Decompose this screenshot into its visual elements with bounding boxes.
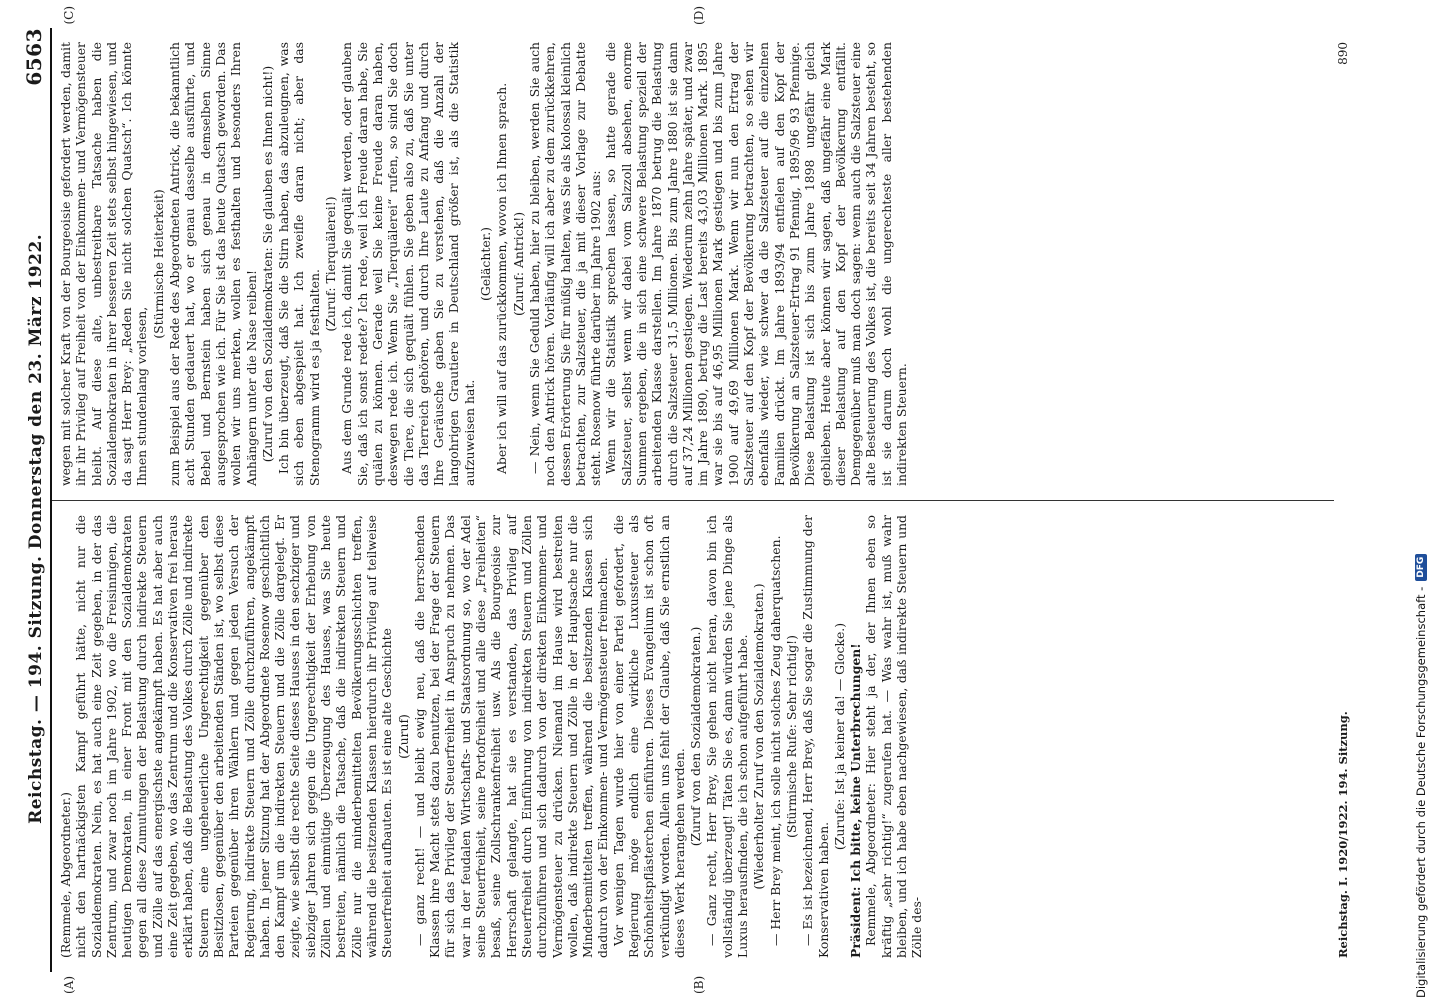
right-column	[52, 6, 1334, 500]
margin-mark-a: (A)	[62, 975, 76, 994]
paragraph: Ich bin überzeugt, daß Sie die Stirn haben, das abzuleugnen, was sich eben abgespielt hat. Ich zweifle daran nicht; aber das Stenogramm wird es ja festhalten.	[276, 42, 322, 486]
paragraph: (Zuruf)	[395, 714, 411, 759]
paragraph: (Wiederholter Zuruf von den Sozialdemokraten.)	[751, 583, 767, 890]
dfg-logo: DFG	[1415, 554, 1427, 581]
paragraph: — Es ist bezeichnend, Herr Brey, daß Sie sogar die Zustimmung der Konservativen haben.	[800, 515, 831, 958]
footer-session-note: Reichstag. I. 1920/1922. 194. Sitzung.	[1336, 711, 1350, 958]
paragraph: — ganz recht! — und bleibt ewig neu, daß die herrschenden Klassen ihre Macht stets dazu benutzen, bei der Frage der Steuern für sich das Privileg der Steuerfreiheit in Anspruch zu nehmen. Das war in der feudalen Wirtschafts- und Staatsordnung so, wo der Adel seine Steuerfreiheit, seine Portofreiheit und alle diese „Freiheiten“ besaß, seine Zollschrankenfreiheit usw. Als die Bourgeoisie zur Herrschaft gelangte, hat sie es verstanden, das Privileg auf Steuerfreiheit durch Einführung von indirekten Steuern und Zöllen durchzuführen und sich dadurch von der direkten Einkommen- und Vermögensteuer zu drücken. Niemand im Hause wird bestreiten wollen, daß indirekte Steuern und Zölle in der Hauptsache nur die Minderbemittelten treffen, während die besitzenden Klassen sich dadurch von der Einkommen- und Vermögensteuer freimachen.	[411, 515, 611, 958]
left-column	[52, 500, 1334, 994]
text-columns	[52, 6, 1334, 994]
paragraph: (Remmele, Abgeordneter.)	[58, 792, 73, 958]
attribution-line	[1414, 8, 1428, 998]
paragraph: (Zuruf von den Sozialdemokraten.)	[688, 626, 704, 847]
paragraph: (Gelächter.)	[478, 227, 494, 301]
paragraph: Vor wenigen Tagen wurde hier von einer Partei gefordert, die Regierung möge endlich eine wirkliche Luxussteuer als Schönheitspflästerchen einführen. Dieses Evangelium ist schon oft verkündigt worden. Allein uns fehlt der Glaube, daß Sie ernstlich an dieses Werk herangehen werden.	[610, 515, 687, 958]
paragraph: (Zuruf: Tierquälerei!)	[323, 196, 339, 332]
page-footer	[1334, 28, 1350, 972]
margin-mark-c: (C)	[62, 6, 76, 25]
attribution-strip	[1410, 0, 1434, 1000]
page-header-title: Reichstag. — 194. Sitzung. Donnerstag den 23. März 1922.	[26, 233, 46, 824]
paragraph: Präsident: Ich bitte, keine Unterbrechungen!	[848, 643, 864, 958]
running-head	[8, 28, 52, 972]
paragraph: nicht den hartnäckigsten Kampf geführt hätte, nicht nur die Sozialdemokraten. Nein, es hat auch eine Zeit gegeben, in der das Zentrum, und zwar noch im Jahre 1902, wo die Freisinnigen, die heutigen Demokraten, in einer Front mit den Sozialdemokraten gegen all diese Zumutungen der Belastung durch indirekte Steuern und Zölle auf das energischste angekämpft haben. Es hat aber auch eine Zeit gegeben, wo das Zentrum und die Konservativen frei heraus erklärt haben, daß die Belastung des Volkes durch Zölle und indirekte Steuern eine ungeheuerliche Ungerechtigkeit gegenüber den Besitzlosen, gegenüber den arbeitenden Ständen ist, wo selbst diese Parteien gegenüber ihren Wählern und gegen jeden Versuch der Regierung, indirekte Steuern und Zölle durchzuführen, angekämpft haben. In jener Sitzung hat der Abgeordnete Rosenow geschichtlich den Kampf um die indirekten Steuern und die Zölle dargelegt. Er zeigte, wie selbst die rechte Seite dieses Hauses in den sechziger und siebziger Jahren sich gegen die Ungerechtigkeit der Erhebung von Zöllen und einmütige Überzeugung des Hauses, was Sie heute bestreiten, nämlich die Tatsache, daß die indirekten Steuern und Zölle nur die minderbemittelten Bevölkerungsschichten treffen, während die besitzenden Klassen hierdurch ihr Privileg auf teilweise Steuerfreiheit aufbauten. Es ist eine alte Geschichte	[73, 515, 395, 958]
paragraph: (Zuruf von den Sozialdemokraten: Sie glauben es Ihnen nicht!)	[259, 65, 275, 463]
paragraph: zum Beispiel aus der Rede des Abgeordneten Antrick, die bekanntlich acht Stunden gedauert hat, wo er genau dasselbe ausführte, und Bebel und Bernstein haben sich genau in demselben Sinne ausgesprochen wie ich. Für Sie ist das heute Quatsch geworden. Das wollen wir uns merken, wollen es festhalten und besonders Ihren Anhängern unter die Nase reiben!	[167, 42, 259, 486]
paragraph: Wenn wir die Statistik sprechen lassen, so hatte gerade die Salzsteuer, selbst wenn wir dabei vom Salzzoll absehen, enorme Summen ergeben, die in sich eine schwere Belastung speziell der arbeitenden Klasse darstellen. Im Jahre 1870 betrug die Belastung durch die Salzsteuer 31,5 Millionen. Bis zum Jahre 1880 ist sie dann auf 37,24 Millionen gestiegen. Wiederum zehn Jahre später, und zwar im Jahre 1890, betrug die Last bereits 43,03 Millionen Mark. 1895 war sie bis auf 46,95 Millionen Mark gestiegen und bis zum Jahre 1900 auf 49,69 Millionen Mark. Wenn wir nun den Ertrag der Salzsteuer auf den Kopf der Bevölkerung betrachten, so sehen wir ebenfalls wieder, wie schwer da die Salzsteuer auf die einzelnen Familien drückt. Im Jahre 1893/94 entfielen auf den Kopf der Bevölkerung an Salzsteuer-Ertrag 91 Pfennig, 1895/96 93 Pfennige. Diese Belastung ist sich bis zum Jahre 1898 ungefähr gleich geblieben. Heute aber können wir sagen, daß ungefähr eine Mark dieser Belastung auf den Kopf der Bevölkerung entfällt. Demgegenüber muß man doch sagen: wenn auch die Salzsteuer eine alte Besteuerung des Volkes ist, die bereits seit 34 Jahren besteht, so ist sie darum doch wohl die ungerechteste aller bestehenden indirekten Steuern.	[603, 42, 910, 486]
paragraph: Aber ich will auf das zurückkommen, wovon ich Ihnen sprach.	[494, 82, 510, 474]
paragraph: — Nein, wenn Sie Geduld haben, hier zu bleiben, werden Sie auch noch den Antrick hören. Vorläufig will ich aber zu dem zurückkehren, dessen Erörterung Sie für müßig halten, was Sie als kolossal kleinlich betrachten, zur Salzsteuer, die ja mit dieser Vorlage zur Debatte steht. Rosenow führte darüber im Jahre 1902 aus:	[526, 42, 604, 486]
paragraph: wegen mit solcher Kraft von der Bourgeoisie gefordert werden, damit ihr ihr Privileg auf Freiheit von der Einkommen- und Vermögensteuer bleibt. Auf diese alte, unbestreitbare Tatsache haben die Sozialdemokraten in ihrer besseren Zeit stets selbst hingewiesen, und da sagt Herr Brey: „Reden Sie nicht solchen Quatsch“. Ich könnte Ihnen stundenlang vorlesen,	[58, 42, 150, 486]
paragraph: Aus dem Grunde rede ich, damit Sie gequält werden, oder glauben Sie, daß ich sonst redete? Ich rede, weil ich Freude daran habe, Sie quälen zu können. Gerade weil Sie keine Freude daran haben, deswegen rede ich. Wenn Sie „Tierquälerei“ rufen, so sind Sie doch die Tiere, die sich gequält fühlen. Sie geben also zu, daß Sie unter das Tierreich gehören, und durch Ihre Laute zu Anfang und durch Ihre Geräusche gaben Sie zu verstehen, daß die Anzahl der langohrigen Grautiere in Deutschland größer ist, als die Statistik aufzuweisen hat.	[339, 42, 477, 486]
paragraph: — Ganz recht, Herr Brey, Sie gehen nicht heran, davon bin ich vollständig überzeugt! Täten Sie es, dann würden Sie jene Dinge als Luxus herausfinden, die ich schon aufgeführt habe.	[704, 515, 751, 958]
margin-mark-d: (D)	[692, 6, 706, 25]
paragraph: (Stürmische Rufe: Sehr richtig!)	[783, 635, 799, 838]
paragraph: (Zurufe: Ist ja keiner da! — Glocke.)	[831, 622, 847, 851]
attribution-text: Digitalisierung gefördert durch die Deutsche Forschungsgemeinschaft -	[1414, 586, 1428, 998]
paragraph: Remmele, Abgeordneter: Hier steht ja der, der Ihnen eben so kräftig „sehr richtig!“ zugerufen hat. — Was wahr ist, muß wahr bleiben, und ich habe eben nachgewiesen, daß indirekte Steuern und Zölle des-	[863, 515, 925, 958]
margin-mark-b: (B)	[692, 975, 706, 994]
paragraph: — Herr Brey meint, ich solle nicht solches Zeug daherquatschen.	[767, 535, 783, 946]
paragraph: (Stürmische Heiterkeit)	[150, 189, 166, 339]
paragraph: (Zuruf: Antrick!)	[510, 211, 526, 317]
page-number: 6563	[22, 28, 46, 86]
footer-signature-number: 890	[1336, 42, 1350, 65]
